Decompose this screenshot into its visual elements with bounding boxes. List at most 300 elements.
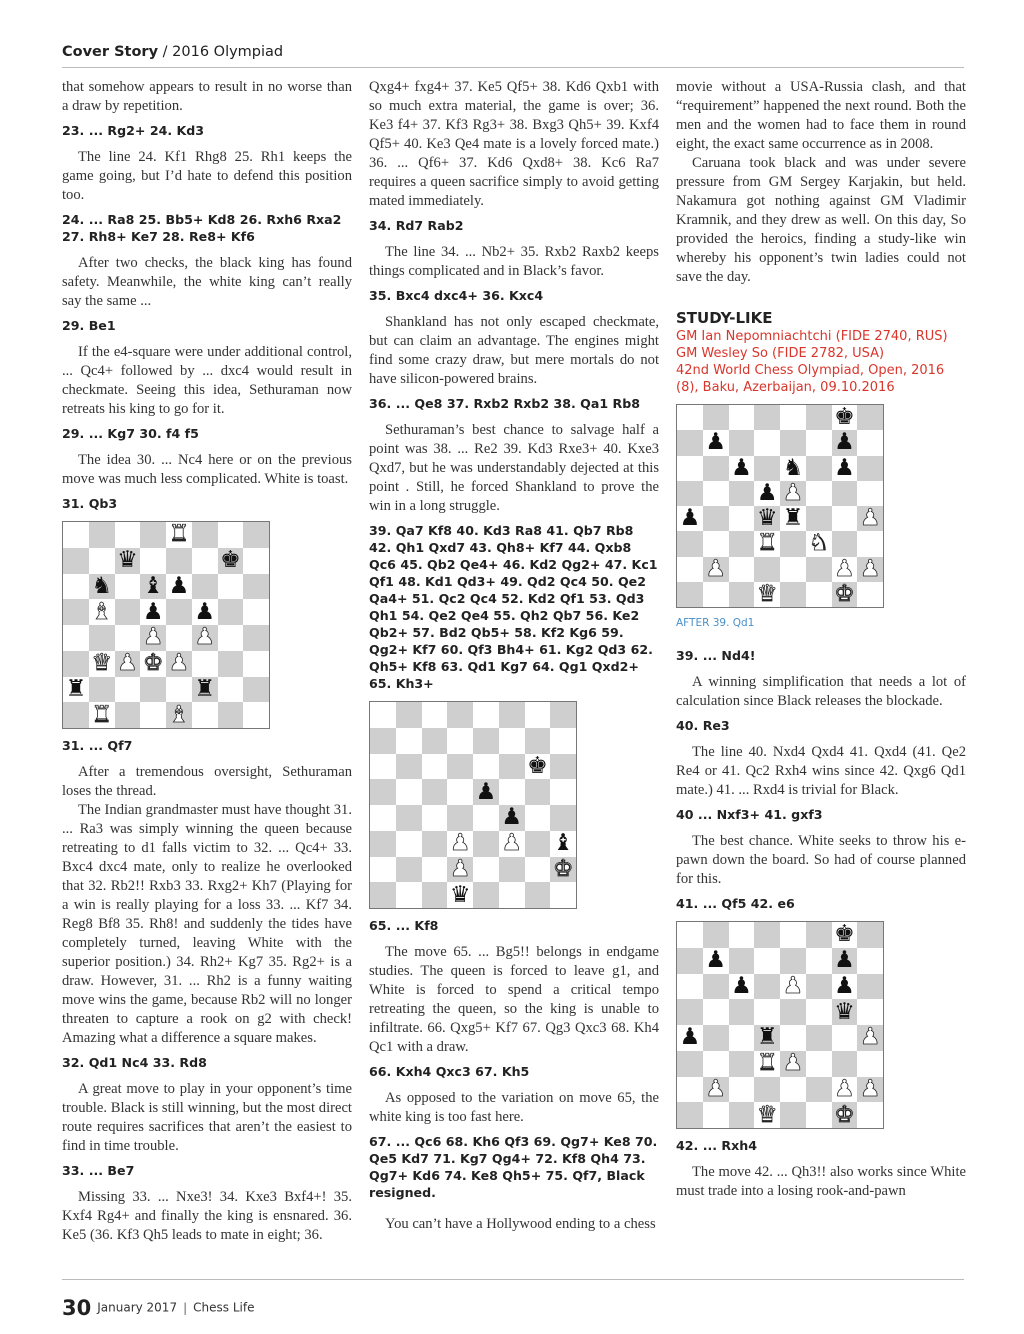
board-square [396,805,422,831]
board-square [422,779,448,805]
board-square [473,857,499,883]
board-square [192,548,218,574]
board-square [396,779,422,805]
board-square [525,754,551,780]
board-square [192,522,218,548]
paragraph: The line 24. Kf1 Rhg8 25. Rh1 keeps the game going, but I’d hate to defend this position too. [62,149,352,203]
board-square [422,702,448,728]
board-square [754,481,780,506]
white-knight-icon: ♞ [808,530,829,557]
board-square [780,557,806,582]
board-square [370,831,396,857]
board-square [218,548,244,574]
board-square [780,922,806,948]
board-square [218,625,244,651]
board-square [63,599,89,625]
move-line: 41. ... Qf5 42. e6 [676,896,795,911]
paragraph: movie without a USA-Russia clash, and that “requirement” happened the next round. Both the men and the women had to face them in round eight, the exact same occurrence as in 2008. [676,79,966,152]
paragraph: The idea 30. ... Nc4 here or on the previous move was much less complicated. White is toast. [62,452,352,487]
board-square [857,922,883,948]
board-square [243,677,269,703]
black-knight-icon: ♞ [91,572,112,599]
board-square [703,922,729,948]
board-square [447,857,473,883]
white-pawn-icon: ♟ [859,1075,881,1102]
board-square [729,1102,755,1128]
black-pawn-icon: ♟ [834,429,855,456]
board-square [754,531,780,556]
board-square [729,405,755,430]
board-square [115,599,141,625]
publication-name: Chess Life [193,1300,255,1315]
black-pawn-icon: ♟ [756,479,778,506]
board-square [832,948,858,974]
board-square [370,805,396,831]
board-square [677,582,703,607]
board-square [140,599,166,625]
board-square [832,974,858,1000]
board-square [243,522,269,548]
board-square [754,456,780,481]
board-square [115,522,141,548]
board-square [89,625,115,651]
board-square [550,779,576,805]
black-rook-icon: ♜ [756,1024,778,1051]
board-square [832,405,858,430]
board-square [63,702,89,728]
move-line: 23. ... Rg2+ 24. Kd3 [62,123,205,138]
board-square [473,779,499,805]
board-square [370,754,396,780]
black-queen-icon: ♛ [834,998,855,1025]
board-square [857,1077,883,1103]
board-square [396,728,422,754]
board-square [832,582,858,607]
board-square [703,999,729,1025]
board-square [525,831,551,857]
black-pawn-icon: ♟ [679,1024,701,1051]
board-square [550,831,576,857]
board-square [166,522,192,548]
board-square [192,677,218,703]
paragraph: The move 65. ... Bg5!! belongs in endgame studies. The queen is forced to leave g1, and White is forced to spend a critical tempo retreating the queen, so the king is unable to infiltrate. 66. Qxg5+ Kf7 67. Qg3 Qxc3 68. Kh4 Qc1 with a draw. [369,944,659,1055]
board-square [754,506,780,531]
board-square [832,1025,858,1051]
board-square [729,974,755,1000]
board-square [754,1077,780,1103]
chess-diagram [676,404,884,608]
black-king-icon: ♚ [220,547,241,574]
black-pawn-icon: ♟ [168,572,190,599]
chess-diagram [62,521,270,729]
board-square [396,831,422,857]
board-square [806,430,832,455]
board-square [473,702,499,728]
board-square [370,779,396,805]
board-square [780,405,806,430]
board-square [550,857,576,883]
black-king-icon: ♚ [834,404,855,431]
board-square [473,728,499,754]
board-square [140,625,166,651]
move-line: 35. Bxc4 dxc4+ 36. Kxc4 [369,288,544,303]
paragraph: The line 34. ... Nb2+ 35. Rxb2 Raxb2 keeps things complicated and in Black’s favor. [369,244,659,279]
board-square [396,754,422,780]
game-heading: STUDY-LIKE [676,309,773,327]
white-bishop-icon: ♝ [91,598,112,625]
board-square [192,625,218,651]
board-square [525,728,551,754]
board-square [89,522,115,548]
board-square [89,548,115,574]
board-square [243,702,269,728]
board-square [754,922,780,948]
paragraph: You can’t have a Hollywood ending to a chess [385,1216,656,1232]
board-square [677,531,703,556]
board-square [832,557,858,582]
board-square [703,405,729,430]
board-square [780,999,806,1025]
white-pawn-icon: ♟ [117,650,138,677]
board-square [63,574,89,600]
white-queen-icon: ♛ [756,580,778,607]
black-rook-icon: ♜ [194,675,215,702]
black-pawn-icon: ♟ [705,429,726,456]
board-square [857,405,883,430]
white-king-icon: ♚ [552,855,574,882]
white-queen-icon: ♛ [91,650,112,677]
black-rook-icon: ♜ [782,505,804,532]
board-square [447,728,473,754]
black-rook-icon: ♜ [65,675,87,702]
board-square [550,805,576,831]
move-line: 40. Re3 [676,718,730,733]
move-line: 39. ... Nd4! [676,648,756,663]
black-pawn-icon: ♟ [731,454,752,481]
board-square [780,1051,806,1077]
board-square [832,531,858,556]
board-square [857,974,883,1000]
board-square [832,999,858,1025]
board-square [780,582,806,607]
board-square [677,430,703,455]
board-square [525,702,551,728]
board-square [806,1102,832,1128]
board-square [218,702,244,728]
move-line: 24. ... Ra8 25. Bb5+ Kd8 26. Rxh6 Rxa2 27. Rh8+ Ke7 28. Re8+ Kf6 [62,212,342,244]
diagram-caption: AFTER 39. Qd1 [676,617,755,629]
board-square [677,948,703,974]
board-square [550,882,576,908]
paragraph: The Indian grandmaster must have thought 31. ... Ra3 was simply winning the queen because retreating to d1 falls victim to 32. ... Qc4+ 33. Bxc4 dxc4 mate, only to realize he overlooked that 32. Rb2!! Rxb3 33. Rxg2+ Kh7 (Playing for a win is really playing for a loss 33. ... Kf7 34. Reg8 Bf8 35. Rh8! and suddenly the tides have completely turned, leaving White with the superior position.) 34. Rh2+ Kg7 35. Rg2+ is a draw. However, 31. ... Rh2 is a funny waiting move wins the game, because Rb2 will no longer threaten to capture a rook on g2 with check! Amazing what a difference a square makes. [62,802,352,1046]
board-square [806,999,832,1025]
board-square [677,405,703,430]
black-king-icon: ♚ [834,921,855,948]
paragraph: The line 40. Nxd4 Qxd4 41. Qxd4 (41. Qe2 Re4 or 41. Qc2 Rxh4 wins since 42. Qxg6 Qd1 mate.) 41. ... Rxd4 is trivial for Black. [676,744,966,798]
board-square [396,857,422,883]
black-pawn-icon: ♟ [679,505,701,532]
board-square [370,857,396,883]
paragraph: If the e4-square were under additional control, ... Qc4+ followed by ... dxc4 would result in checkmate. Seeing this idea, Sethuraman now retreats his king to go for it. [62,344,352,417]
board-square [754,999,780,1025]
black-queen-icon: ♛ [756,505,778,532]
board-square [857,948,883,974]
board-square [703,1102,729,1128]
board-square [703,948,729,974]
board-square [166,574,192,600]
board-square [63,522,89,548]
board-square [115,677,141,703]
board-square [806,1077,832,1103]
board-square [806,948,832,974]
board-square [370,882,396,908]
white-pawn-icon: ♟ [168,650,190,677]
header-topic: 2016 Olympiad [172,44,284,60]
board-square [806,1025,832,1051]
board-square [499,831,525,857]
paragraph: After two checks, the black king has found safety. Meanwhile, the white king can’t really say the same ... [62,255,352,309]
move-line: 31. Qb3 [62,496,118,511]
board-square [729,1077,755,1103]
board-square [729,430,755,455]
board-square [857,456,883,481]
black-pawn-icon: ♟ [142,598,164,625]
board-square [115,625,141,651]
white-pawn-icon: ♟ [859,505,881,532]
black-knight-icon: ♞ [782,454,804,481]
board-square [703,456,729,481]
board-square [703,1051,729,1077]
page-footer [62,1279,964,1320]
board-square [192,599,218,625]
board-square [499,728,525,754]
board-square [396,882,422,908]
board-square [754,1051,780,1077]
board-square [677,922,703,948]
board-square [447,882,473,908]
board-square [166,625,192,651]
board-square [370,728,396,754]
board-square [140,677,166,703]
board-square [89,677,115,703]
board-square [89,599,115,625]
board-square [677,1025,703,1051]
board-square [243,548,269,574]
chess-diagram [676,921,884,1129]
board-square [806,1051,832,1077]
move-line: 42. ... Rxh4 [676,1138,757,1153]
game-white-player: GM Ian Nepomniachtchi (FIDE 2740, RUS) [676,329,948,344]
move-line: 67. ... Qc6 68. Kh6 Qf3 69. Qg7+ Ke8 70. Qe5 Kd7 71. Kg7 Qg4+ 72. Kf8 Qh4 73. Qg7+ Kd6 74. Ke8 Qh5+ 75. Qf7, Black resigned. [369,1134,658,1200]
board-square [806,557,832,582]
board-square [192,651,218,677]
board-square [703,481,729,506]
black-king-icon: ♚ [527,752,548,779]
move-line: 29. ... Kg7 30. f4 f5 [62,426,199,441]
white-king-icon: ♚ [834,1101,855,1128]
board-square [63,677,89,703]
board-square [806,974,832,1000]
page-number: 30 [62,1296,92,1320]
black-bishop-icon: ♝ [552,830,574,857]
board-square [780,531,806,556]
board-square [422,754,448,780]
board-square [832,506,858,531]
paragraph: The move 42. ... Qh3!! also works since White must trade into a losing rook-and-pawn [676,1164,966,1199]
move-line: 36. ... Qe8 37. Rxb2 Rxb2 38. Qa1 Rb8 [369,396,641,411]
board-square [729,557,755,582]
board-square [729,922,755,948]
white-pawn-icon: ♟ [449,855,471,882]
board-square [703,582,729,607]
board-square [729,999,755,1025]
white-pawn-icon: ♟ [859,1024,881,1051]
board-square [166,548,192,574]
white-pawn-icon: ♟ [705,555,726,582]
board-square [63,548,89,574]
paragraph: Sethuraman’s best chance to salvage half a point was 38. ... Re2 39. Kd3 Rxe3+ 40. Kxe3 Qxd7, but he was understandably dejected at this point . Still, he forced Shankland to prove the win in a long struggle. [369,422,659,514]
board-square [115,702,141,728]
board-square [857,999,883,1025]
board-square [857,582,883,607]
board-square [218,574,244,600]
black-pawn-icon: ♟ [501,804,522,831]
board-square [832,922,858,948]
move-line: 32. Qd1 Nc4 33. Rd8 [62,1055,207,1070]
board-square [396,702,422,728]
board-square [806,506,832,531]
white-king-icon: ♚ [142,650,164,677]
move-line: 31. ... Qf7 [62,738,133,753]
board-square [729,456,755,481]
board-square [677,506,703,531]
board-square [192,574,218,600]
white-king-icon: ♚ [834,580,855,607]
board-square [166,651,192,677]
board-square [857,1051,883,1077]
black-queen-icon: ♛ [117,547,138,574]
game-round-date: (8), Baku, Azerbaijan, 09.10.2016 [676,380,895,395]
board-square [525,857,551,883]
board-square [550,728,576,754]
white-pawn-icon: ♟ [834,1075,855,1102]
paragraph: The best chance. White seeks to throw his e-pawn down the board. So had of course planned for this. [676,833,966,887]
board-square [832,481,858,506]
move-line: 66. Kxh4 Qxc3 67. Kh5 [369,1064,530,1079]
black-pawn-icon: ♟ [475,778,497,805]
board-square [857,1025,883,1051]
paragraph: Missing 33. ... Nxe3! 34. Kxe3 Bxf4+! 35. Kxf4 Rg4+ and finally the king is ensnared. 36. Ke5 (36. Kf3 Qh5 leads to mate in eight; 36. [62,1189,352,1243]
board-square [447,831,473,857]
board-square [703,1025,729,1051]
white-pawn-icon: ♟ [449,830,471,857]
board-square [754,557,780,582]
header-slash: / [158,44,173,60]
black-pawn-icon: ♟ [834,947,855,974]
white-pawn-icon: ♟ [194,624,215,651]
board-square [499,779,525,805]
board-square [243,625,269,651]
paragraph: Shankland has not only escaped checkmate, but can claim an advantage. The engines might find some crazy draw, but mere mortals do not have silicon-powered brains. [369,314,659,387]
board-square [89,651,115,677]
black-pawn-icon: ♟ [705,947,726,974]
board-square [780,1102,806,1128]
board-square [703,531,729,556]
board-square [857,481,883,506]
board-square [499,702,525,728]
board-square [857,557,883,582]
paragraph: A winning simplification that needs a lot of calculation since Black releases the blockade. [676,674,966,709]
board-square [115,651,141,677]
board-square [780,1025,806,1051]
board-square [832,1102,858,1128]
board-square [166,702,192,728]
board-square [729,531,755,556]
white-pawn-icon: ♟ [859,555,881,582]
board-square [218,599,244,625]
board-square [550,702,576,728]
board-square [857,531,883,556]
board-square [140,574,166,600]
paragraph: that somehow appears to result in no worse than a draw by repetition. [62,79,352,114]
white-pawn-icon: ♟ [501,830,522,857]
board-square [63,625,89,651]
board-square [729,1051,755,1077]
board-square [243,574,269,600]
board-square [422,831,448,857]
black-pawn-icon: ♟ [834,972,855,999]
board-square [422,805,448,831]
game-event: 42nd World Chess Olympiad, Open, 2016 [676,363,945,378]
move-line: 29. Be1 [62,318,116,333]
board-square [525,805,551,831]
black-pawn-icon: ♟ [834,454,855,481]
board-square [754,1102,780,1128]
board-square [166,599,192,625]
board-square [677,557,703,582]
white-pawn-icon: ♟ [705,1075,726,1102]
white-rook-icon: ♜ [756,1050,778,1077]
white-pawn-icon: ♟ [782,479,804,506]
board-square [422,728,448,754]
board-square [703,506,729,531]
board-square [729,1025,755,1051]
board-square [754,430,780,455]
board-square [677,456,703,481]
board-square [806,405,832,430]
board-square [473,754,499,780]
board-square [140,651,166,677]
board-square [780,430,806,455]
board-square [499,882,525,908]
board-square [677,1077,703,1103]
board-square [780,974,806,1000]
white-rook-icon: ♜ [168,521,190,548]
board-square [780,456,806,481]
board-square [166,677,192,703]
board-square [499,754,525,780]
board-square [754,1025,780,1051]
chess-diagram [369,701,577,909]
board-square [806,456,832,481]
black-pawn-icon: ♟ [194,598,215,625]
board-square [447,805,473,831]
section-label: Cover Story [62,44,159,60]
board-square [729,948,755,974]
board-square [218,651,244,677]
board-square [703,557,729,582]
white-pawn-icon: ♟ [834,555,855,582]
